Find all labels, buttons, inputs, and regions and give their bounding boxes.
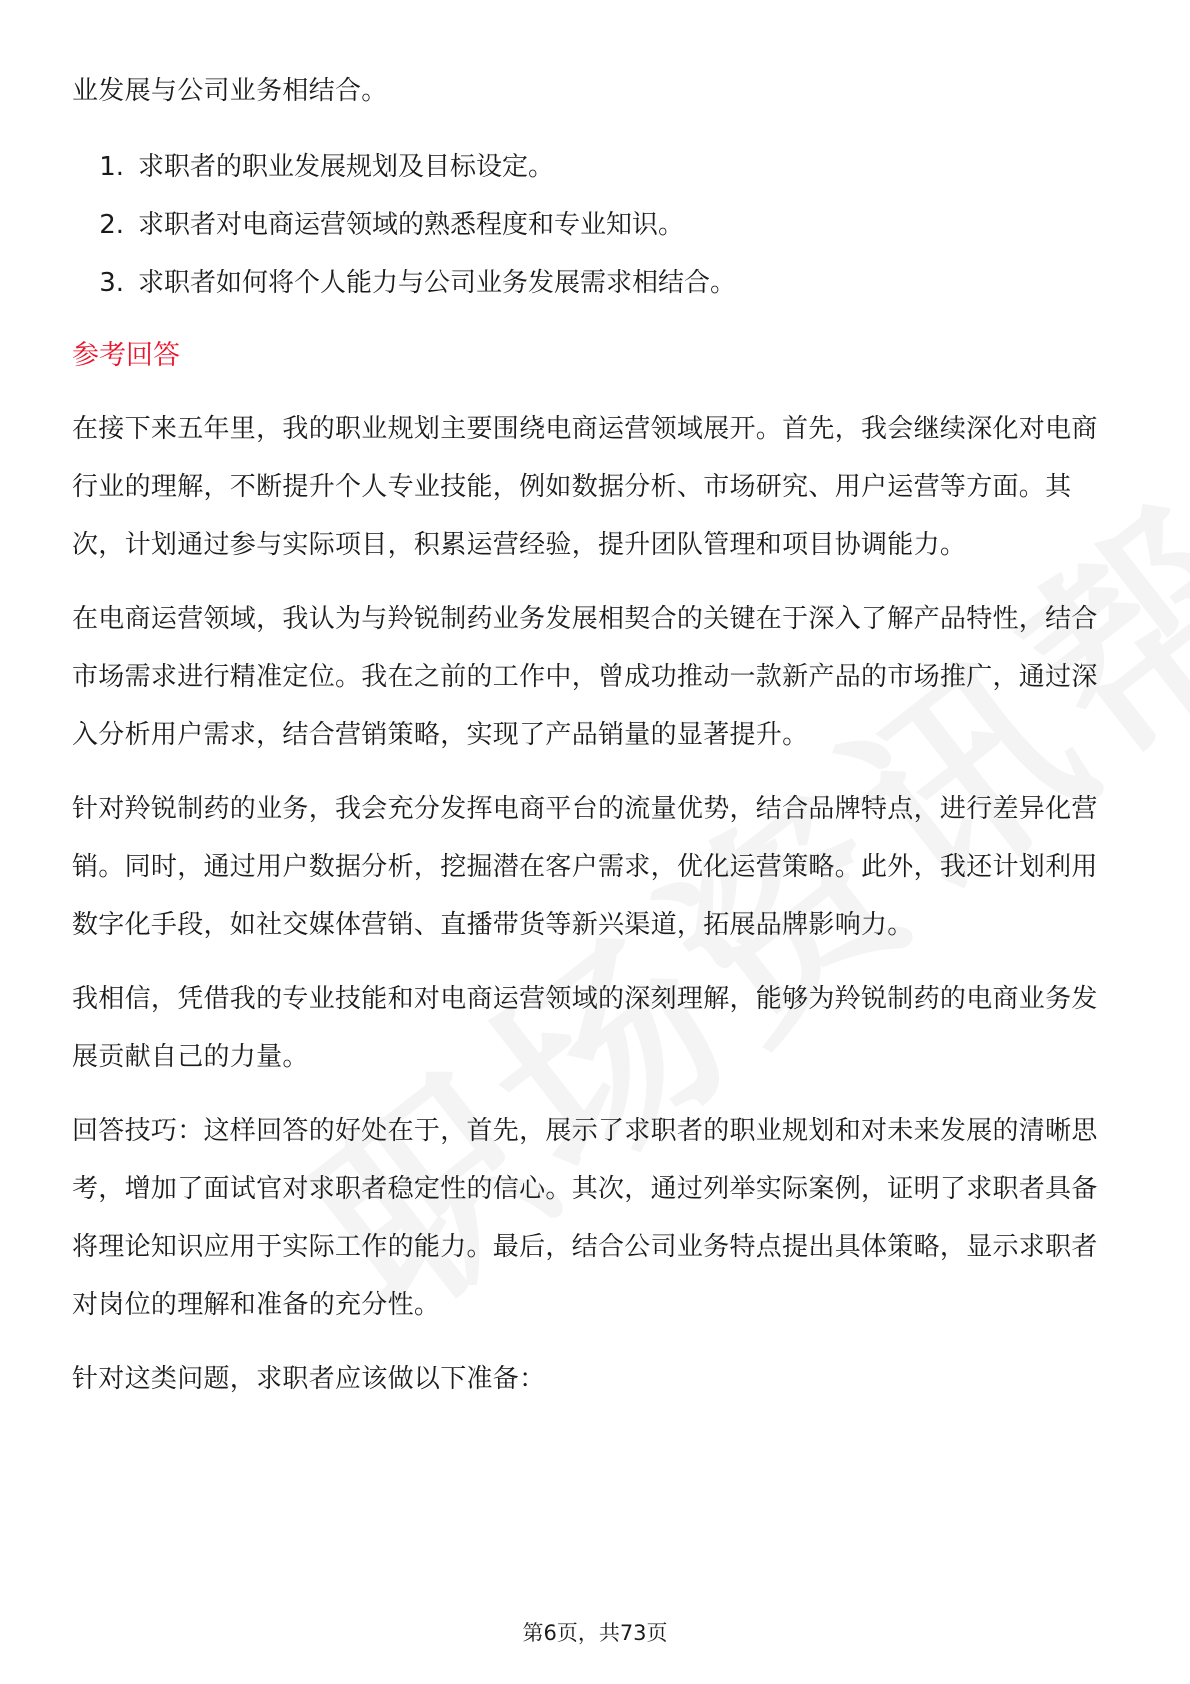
- answer-paragraph: 我相信，凭借我的专业技能和对电商运营领域的深刻理解，能够为羚锐制药的电商业务发展贡献自己的力量。: [72, 984, 1098, 1072]
- page-footer: 第6页，共73页: [522, 1621, 668, 1645]
- intro-tail-text: 业发展与公司业务相结合。: [72, 76, 388, 106]
- list-number: 3.: [99, 268, 124, 298]
- answer-paragraph: 针对羚锐制药的业务，我会充分发挥电商平台的流量优势，结合品牌特点，进行差异化营销。同时，通过用户数据分析，挖掘潜在客户需求，优化运营策略。此外，我还计划利用数字化手段，如社交媒体营销、直播带货等新兴渠道，拓展品牌影响力。: [72, 794, 1098, 940]
- section-title: 参考回答: [72, 340, 180, 371]
- prep-line: 针对这类问题，求职者应该做以下准备：: [72, 1364, 546, 1394]
- tips-paragraph: 回答技巧：这样回答的好处在于，首先，展示了求职者的职业规划和对未来发展的清晰思考，增加了面试官对求职者稳定性的信心。其次，通过列举实际案例，证明了求职者具备将理论知识应用于实际工作的能力。最后，结合公司业务特点提出具体策略，显示求职者对岗位的理解和准备的充分性。: [72, 1116, 1098, 1320]
- answer-paragraph: 在接下来五年里，我的职业规划主要围绕电商运营领域展开。首先，我会继续深化对电商行业的理解，不断提升个人专业技能，例如数据分析、市场研究、用户运营等方面。其次，计划通过参与实际项目，积累运营经验，提升团队管理和项目协调能力。: [72, 414, 1098, 560]
- list-number: 2.: [99, 210, 124, 240]
- document-page: [72, 62, 1122, 1408]
- list-number: 1.: [99, 152, 124, 182]
- list-item: [72, 196, 1122, 254]
- answer-paragraph: 在电商运营领域，我认为与羚锐制药业务发展相契合的关键在于深入了解产品特性，结合市场需求进行精准定位。我在之前的工作中，曾成功推动一款新产品的市场推广，通过深入分析用户需求，结合营销策略，实现了产品销量的显著提升。: [72, 604, 1098, 750]
- list-text: 求职者如何将个人能力与公司业务发展需求相结合。: [138, 268, 737, 298]
- list-item: [72, 138, 1122, 196]
- list-item: [72, 254, 1122, 312]
- list-text: 求职者对电商运营领域的熟悉程度和专业知识。: [138, 210, 685, 240]
- list-text: 求职者的职业发展规划及目标设定。: [138, 152, 555, 182]
- question-focus-list: [72, 138, 1122, 312]
